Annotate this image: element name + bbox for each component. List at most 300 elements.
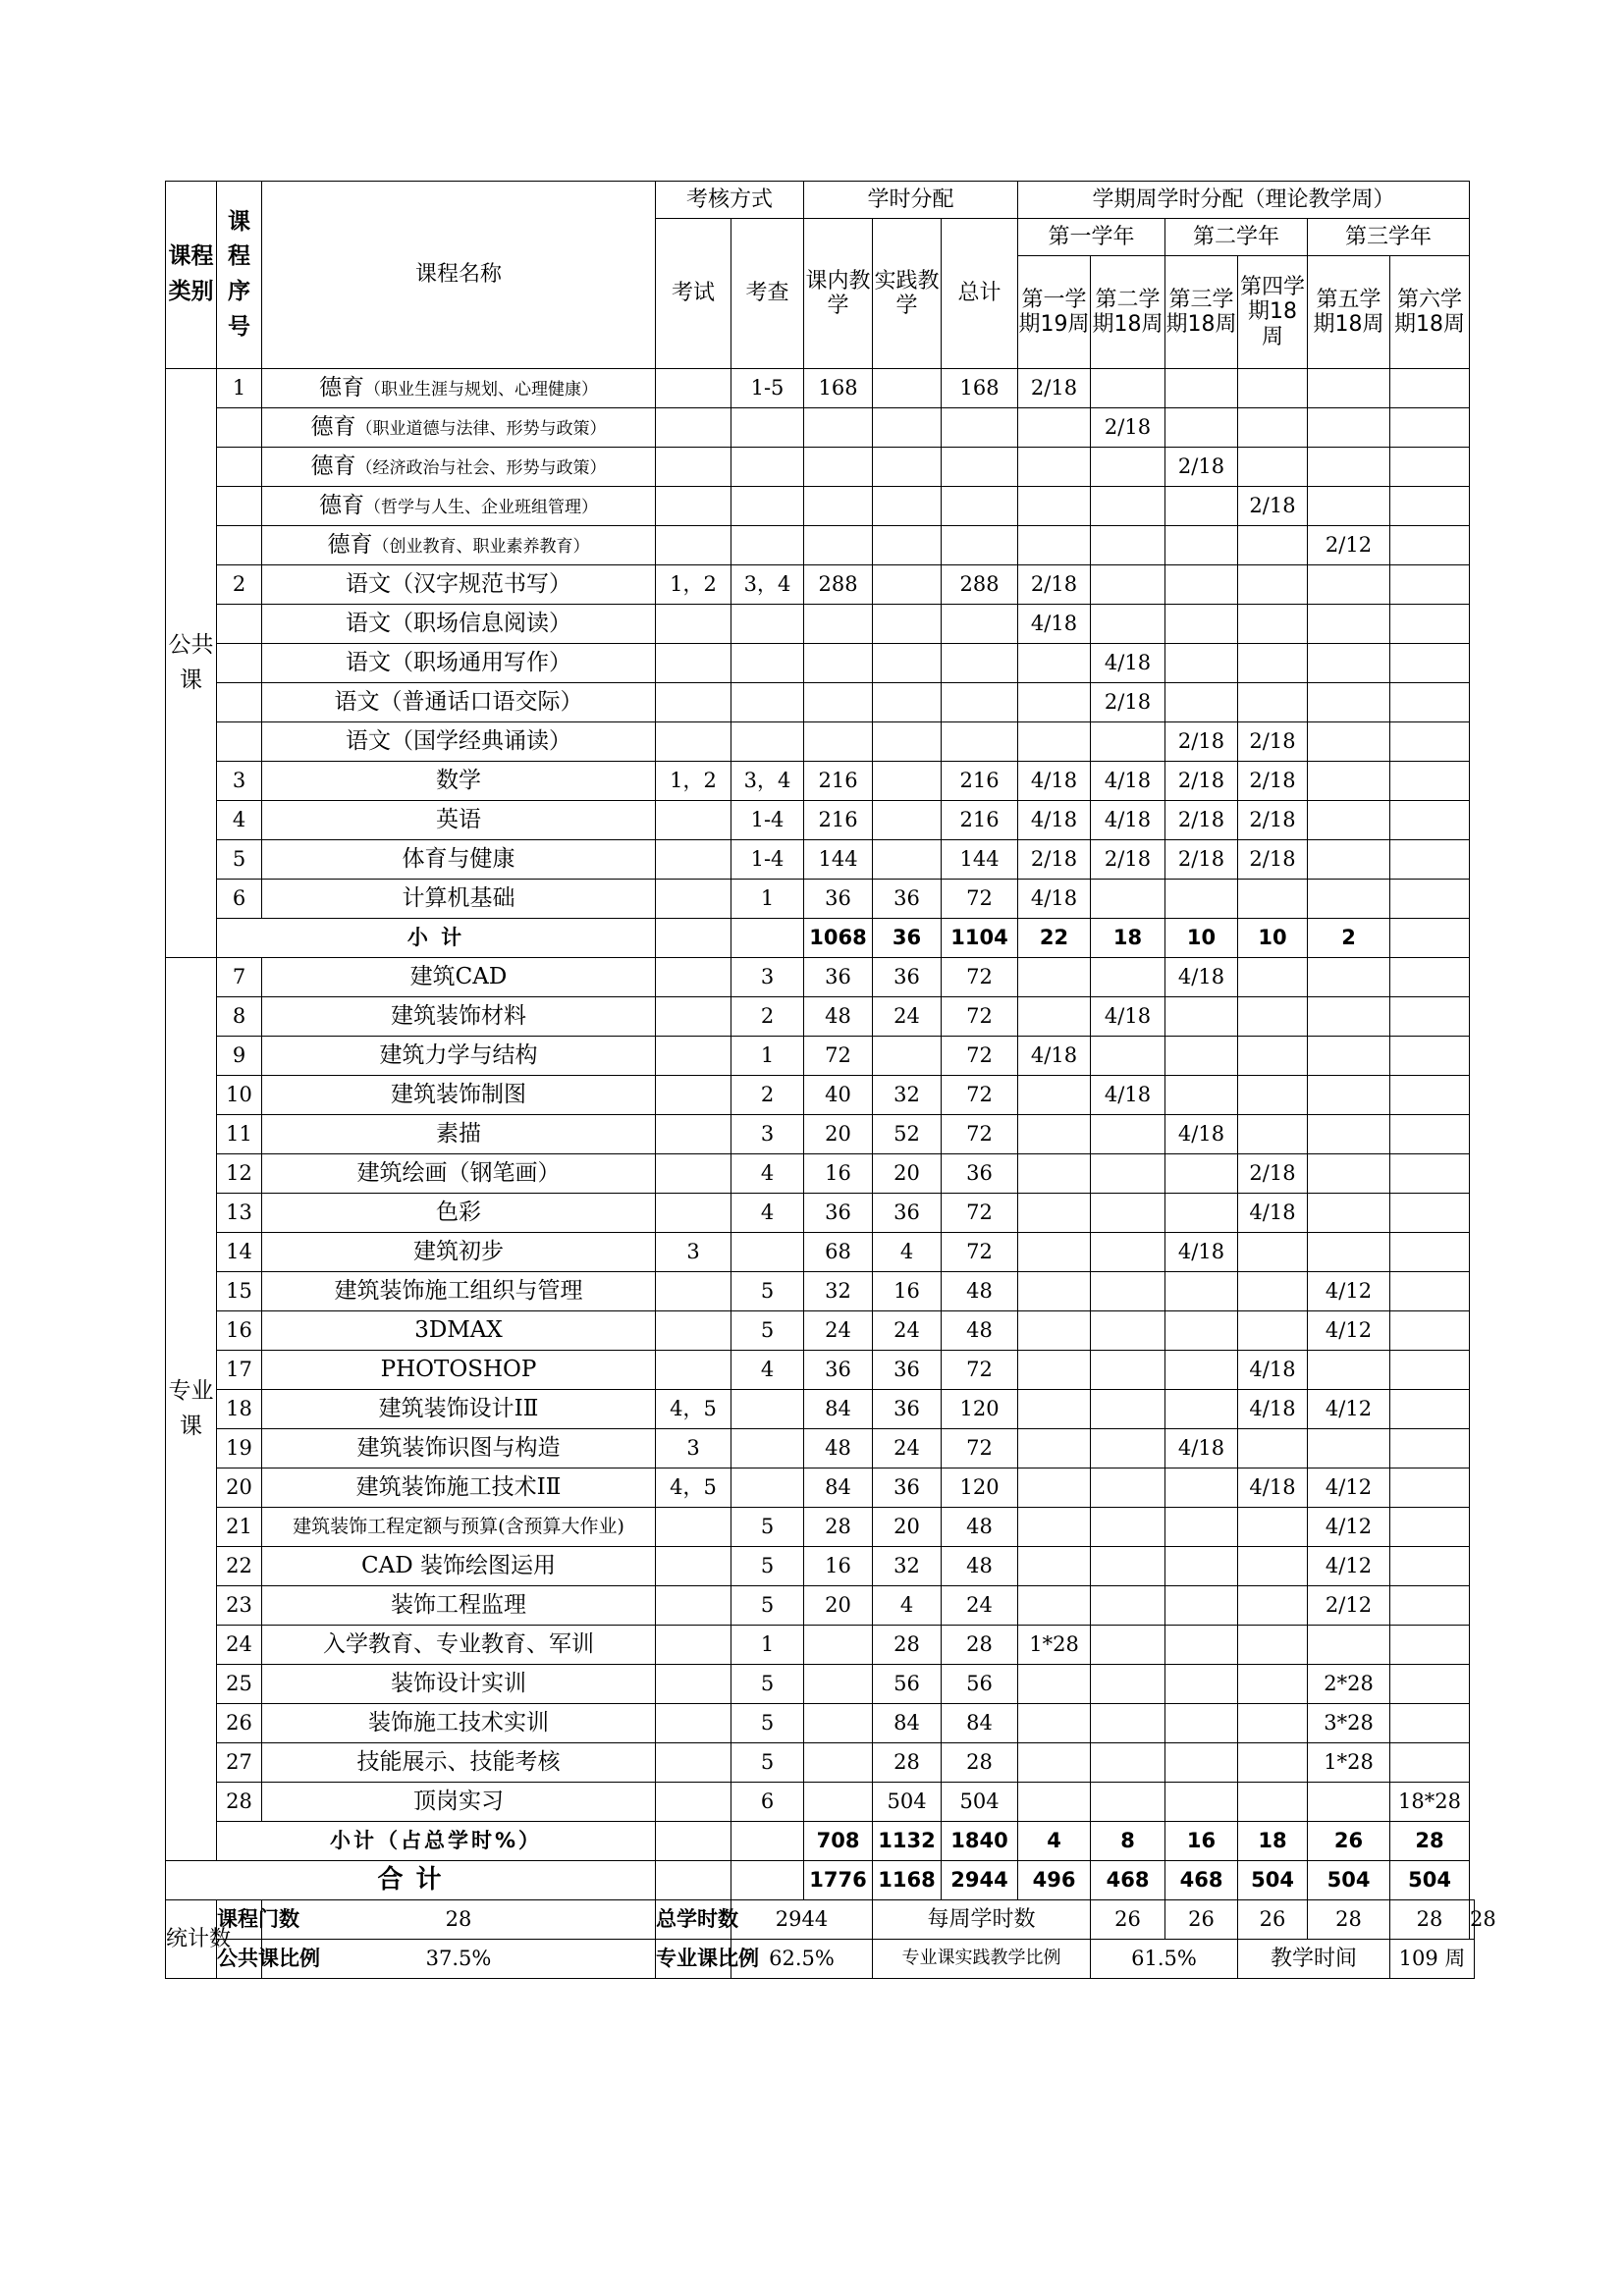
- term-5-cell: 2: [1308, 919, 1390, 958]
- table-row: [166, 1115, 1475, 1154]
- term-6-cell: [1390, 1037, 1470, 1076]
- course-name: 计算机基础: [262, 880, 656, 919]
- header-term-6: 第六学期18周: [1390, 256, 1470, 369]
- course-name: 语文（职场通用写作）: [262, 644, 656, 683]
- term-3-cell: [1165, 605, 1238, 644]
- term-2-cell: 2/18: [1091, 840, 1165, 880]
- term-6-cell: [1390, 1115, 1470, 1154]
- term-6-cell: [1390, 1547, 1470, 1586]
- course-seq: 21: [217, 1508, 262, 1547]
- practice-cell: [873, 487, 942, 526]
- course-name-main: 德育: [327, 532, 373, 559]
- term-3-cell: 2/18: [1165, 801, 1238, 840]
- practice-cell: [873, 644, 942, 683]
- term-6-cell: [1390, 1743, 1470, 1783]
- check-cell: 1-5: [731, 369, 804, 408]
- term-2-cell: 4/18: [1091, 644, 1165, 683]
- practice-cell: 36: [873, 1351, 942, 1390]
- term-2-cell: 18: [1091, 919, 1165, 958]
- course-name: [262, 369, 656, 408]
- total-cell: [942, 605, 1018, 644]
- in-class-cell: 144: [804, 840, 873, 880]
- course-name: PHOTOSHOP: [262, 1351, 656, 1390]
- course-seq: [217, 526, 262, 565]
- header-year-1: 第一学年: [1018, 219, 1165, 256]
- practice-cell: 28: [873, 1743, 942, 1783]
- term-5-cell: [1308, 448, 1390, 487]
- table-row: [166, 1586, 1475, 1626]
- pro-practice-label: 专业课实践教学比例: [873, 1940, 1091, 1979]
- term-5-cell: [1308, 408, 1390, 448]
- term-1-cell: 1*28: [1018, 1626, 1091, 1665]
- term-1-cell: 4/18: [1018, 801, 1091, 840]
- term-3-cell: [1165, 1743, 1238, 1783]
- practice-cell: 1132: [873, 1822, 942, 1861]
- teaching-plan-table: [165, 181, 1496, 1979]
- course-name: 语文（汉字规范书写）: [262, 565, 656, 605]
- term-6-cell: [1390, 801, 1470, 840]
- term-3-cell: 2/18: [1165, 762, 1238, 801]
- total-cell: 72: [942, 1233, 1018, 1272]
- total-cell: 504: [942, 1783, 1018, 1822]
- practice-cell: 20: [873, 1508, 942, 1547]
- course-name: 语文（职场信息阅读）: [262, 605, 656, 644]
- exam-cell: [656, 448, 731, 487]
- term-4-cell: [1238, 1272, 1308, 1311]
- public-ratio-label: 公共课比例: [217, 1940, 262, 1979]
- practice-cell: 16: [873, 1272, 942, 1311]
- course-name-main: 德育: [310, 454, 356, 480]
- check-cell: [731, 1822, 804, 1861]
- term-2-cell: [1091, 1115, 1165, 1154]
- term-5-cell: [1308, 1783, 1390, 1822]
- header-check: 考查: [731, 219, 804, 369]
- header-seq: 课程序号: [217, 182, 262, 369]
- exam-cell: [656, 958, 731, 997]
- term-6-cell: [1390, 1154, 1470, 1194]
- term-4-cell: 2/18: [1238, 801, 1308, 840]
- exam-cell: [656, 1704, 731, 1743]
- term-4-cell: 4/18: [1238, 1194, 1308, 1233]
- header-term-2: 第二学期18周: [1091, 256, 1165, 369]
- term-5-cell: [1308, 1115, 1390, 1154]
- term-5-cell: [1308, 605, 1390, 644]
- course-seq: 5: [217, 840, 262, 880]
- check-cell: 2: [731, 997, 804, 1037]
- subtotal-row: [166, 1822, 1475, 1861]
- exam-cell: 1，2: [656, 565, 731, 605]
- term-5-cell: 4/12: [1308, 1311, 1390, 1351]
- professional-category-label: 专业课: [166, 958, 217, 1861]
- term-4-cell: [1238, 1037, 1308, 1076]
- term-5-cell: 4/12: [1308, 1272, 1390, 1311]
- course-name: [262, 487, 656, 526]
- table-row: [166, 1665, 1475, 1704]
- term-4-cell: [1238, 1626, 1308, 1665]
- term-6-cell: [1390, 565, 1470, 605]
- term-3-cell: [1165, 1468, 1238, 1508]
- term-1-cell: [1018, 1783, 1091, 1822]
- total-cell: 84: [942, 1704, 1018, 1743]
- course-seq: 22: [217, 1547, 262, 1586]
- course-seq: [217, 408, 262, 448]
- term-3-cell: [1165, 1272, 1238, 1311]
- course-seq: [217, 644, 262, 683]
- in-class-cell: 28: [804, 1508, 873, 1547]
- practice-cell: 36: [873, 1194, 942, 1233]
- practice-cell: 32: [873, 1547, 942, 1586]
- term-6-cell: [1390, 1272, 1470, 1311]
- table-row: [166, 1390, 1475, 1429]
- pro-ratio-label: 专业课比例: [656, 1940, 731, 1979]
- check-cell: 4: [731, 1351, 804, 1390]
- term-3-cell: [1165, 1626, 1238, 1665]
- in-class-cell: 168: [804, 369, 873, 408]
- table-row: [166, 369, 1475, 408]
- header-total: 总计: [942, 219, 1018, 369]
- course-count-value: 28: [262, 1900, 656, 1940]
- exam-cell: [656, 997, 731, 1037]
- term-6-cell: [1390, 369, 1470, 408]
- table-row: [166, 1194, 1475, 1233]
- header-category: 课程类别: [166, 182, 217, 369]
- term-5-cell: 2*28: [1308, 1665, 1390, 1704]
- term-2-cell: [1091, 1704, 1165, 1743]
- term-4-cell: [1238, 448, 1308, 487]
- term-2-cell: [1091, 1547, 1165, 1586]
- term-3-cell: [1165, 369, 1238, 408]
- term-5-cell: 504: [1308, 1861, 1390, 1900]
- term-5-cell: [1308, 565, 1390, 605]
- table-row: [166, 1468, 1475, 1508]
- public-ratio-value: 37.5%: [262, 1940, 656, 1979]
- course-name: 体育与健康: [262, 840, 656, 880]
- exam-cell: [656, 1311, 731, 1351]
- course-seq: 11: [217, 1115, 262, 1154]
- total-cell: [942, 448, 1018, 487]
- term-5-cell: [1308, 1037, 1390, 1076]
- table-row: [166, 526, 1475, 565]
- total-cell: [942, 487, 1018, 526]
- practice-cell: 36: [873, 1390, 942, 1429]
- exam-cell: [656, 1822, 731, 1861]
- exam-cell: [656, 1547, 731, 1586]
- check-cell: 3，4: [731, 565, 804, 605]
- exam-cell: [656, 369, 731, 408]
- exam-cell: [656, 1351, 731, 1390]
- total-cell: [942, 526, 1018, 565]
- term-1-cell: 22: [1018, 919, 1091, 958]
- term-3-cell: 4/18: [1165, 1233, 1238, 1272]
- in-class-cell: [804, 408, 873, 448]
- course-name: 技能展示、技能考核: [262, 1743, 656, 1783]
- term-2-cell: 8: [1091, 1822, 1165, 1861]
- term-1-cell: [1018, 1508, 1091, 1547]
- in-class-cell: 288: [804, 565, 873, 605]
- term-2-cell: [1091, 1272, 1165, 1311]
- term-5-cell: [1308, 644, 1390, 683]
- practice-cell: [873, 526, 942, 565]
- term-6-cell: [1390, 880, 1470, 919]
- course-seq: 1: [217, 369, 262, 408]
- in-class-cell: 72: [804, 1037, 873, 1076]
- weekly-hours-label: 每周学时数: [873, 1900, 1091, 1940]
- practice-cell: 36: [873, 958, 942, 997]
- term-1-cell: 2/18: [1018, 840, 1091, 880]
- practice-cell: 24: [873, 1311, 942, 1351]
- term-4-cell: [1238, 1508, 1308, 1547]
- exam-cell: [656, 1154, 731, 1194]
- in-class-cell: 1776: [804, 1861, 873, 1900]
- table-row: [166, 997, 1475, 1037]
- term-1-cell: [1018, 1351, 1091, 1390]
- term-1-cell: [1018, 408, 1091, 448]
- term-1-cell: [1018, 1704, 1091, 1743]
- term-2-cell: 468: [1091, 1861, 1165, 1900]
- check-cell: [731, 408, 804, 448]
- term-3-cell: [1165, 1508, 1238, 1547]
- course-name-main: 德育: [319, 375, 364, 401]
- table-row: [166, 1233, 1475, 1272]
- practice-cell: 20: [873, 1154, 942, 1194]
- term-4-cell: [1238, 1233, 1308, 1272]
- weekly-hours-term-4: 28: [1308, 1900, 1390, 1940]
- grand-total-label: 合 计: [166, 1861, 656, 1900]
- term-6-cell: 504: [1390, 1861, 1470, 1900]
- term-5-cell: [1308, 1076, 1390, 1115]
- term-6-cell: [1390, 1233, 1470, 1272]
- in-class-cell: [804, 605, 873, 644]
- stats-row: [166, 1940, 1475, 1979]
- term-4-cell: [1238, 1783, 1308, 1822]
- term-2-cell: [1091, 1037, 1165, 1076]
- practice-cell: [873, 722, 942, 762]
- in-class-cell: 36: [804, 880, 873, 919]
- total-cell: 168: [942, 369, 1018, 408]
- table-row: [166, 1783, 1475, 1822]
- term-3-cell: [1165, 1154, 1238, 1194]
- term-4-cell: [1238, 1665, 1308, 1704]
- in-class-cell: 216: [804, 801, 873, 840]
- term-2-cell: [1091, 1586, 1165, 1626]
- in-class-cell: 48: [804, 997, 873, 1037]
- term-5-cell: [1308, 1429, 1390, 1468]
- practice-cell: 28: [873, 1626, 942, 1665]
- in-class-cell: 16: [804, 1547, 873, 1586]
- course-name: [262, 408, 656, 448]
- course-name-main: 德育: [319, 493, 364, 519]
- total-cell: [942, 644, 1018, 683]
- total-cell: 120: [942, 1390, 1018, 1429]
- term-6-cell: [1390, 1665, 1470, 1704]
- exam-cell: 3: [656, 1233, 731, 1272]
- term-4-cell: 2/18: [1238, 762, 1308, 801]
- term-5-cell: [1308, 1626, 1390, 1665]
- total-cell: 36: [942, 1154, 1018, 1194]
- term-4-cell: [1238, 1115, 1308, 1154]
- total-cell: 1840: [942, 1822, 1018, 1861]
- total-cell: 144: [942, 840, 1018, 880]
- course-name: 建筑装饰施工组织与管理: [262, 1272, 656, 1311]
- table-row: [166, 1037, 1475, 1076]
- course-name: 建筑装饰识图与构造: [262, 1429, 656, 1468]
- table-row: [166, 605, 1475, 644]
- term-1-cell: [1018, 644, 1091, 683]
- course-name-note: （经济政治与社会、形势与政策）: [355, 458, 607, 479]
- term-3-cell: [1165, 1704, 1238, 1743]
- term-3-cell: [1165, 408, 1238, 448]
- table-row: [166, 1351, 1475, 1390]
- term-2-cell: [1091, 1468, 1165, 1508]
- stats-row: [166, 1900, 1475, 1940]
- term-5-cell: [1308, 1233, 1390, 1272]
- header-year-2: 第二学年: [1165, 219, 1308, 256]
- in-class-cell: 40: [804, 1076, 873, 1115]
- term-3-cell: [1165, 1311, 1238, 1351]
- table-row: [166, 408, 1475, 448]
- term-5-cell: 1*28: [1308, 1743, 1390, 1783]
- term-6-cell: [1390, 840, 1470, 880]
- term-3-cell: 10: [1165, 919, 1238, 958]
- total-cell: 72: [942, 1429, 1018, 1468]
- exam-cell: [656, 1783, 731, 1822]
- table-row: [166, 448, 1475, 487]
- check-cell: [731, 487, 804, 526]
- term-1-cell: [1018, 1390, 1091, 1429]
- term-6-cell: [1390, 1194, 1470, 1233]
- term-3-cell: [1165, 1076, 1238, 1115]
- term-2-cell: 2/18: [1091, 683, 1165, 722]
- term-2-cell: [1091, 880, 1165, 919]
- practice-cell: 84: [873, 1704, 942, 1743]
- term-6-cell: [1390, 919, 1470, 958]
- course-name: 建筑装饰制图: [262, 1076, 656, 1115]
- exam-cell: [656, 722, 731, 762]
- total-cell: 28: [942, 1743, 1018, 1783]
- term-4-cell: 2/18: [1238, 840, 1308, 880]
- term-2-cell: [1091, 1743, 1165, 1783]
- term-4-cell: [1238, 958, 1308, 997]
- term-4-cell: [1238, 1429, 1308, 1468]
- term-2-cell: 4/18: [1091, 801, 1165, 840]
- course-name: 建筑装饰设计ⅠⅡ: [262, 1390, 656, 1429]
- practice-cell: [873, 408, 942, 448]
- header-year-3: 第三学年: [1308, 219, 1470, 256]
- term-6-cell: [1390, 1311, 1470, 1351]
- in-class-cell: 48: [804, 1429, 873, 1468]
- total-cell: 72: [942, 1037, 1018, 1076]
- check-cell: [731, 644, 804, 683]
- term-2-cell: [1091, 448, 1165, 487]
- term-5-cell: [1308, 1194, 1390, 1233]
- practice-cell: 24: [873, 997, 942, 1037]
- table-row: [166, 1429, 1475, 1468]
- course-seq: 24: [217, 1626, 262, 1665]
- term-4-cell: 504: [1238, 1861, 1308, 1900]
- term-1-cell: [1018, 1429, 1091, 1468]
- exam-cell: [656, 1586, 731, 1626]
- check-cell: [731, 605, 804, 644]
- table-row: [166, 565, 1475, 605]
- table-row: [166, 1311, 1475, 1351]
- term-2-cell: [1091, 1626, 1165, 1665]
- practice-cell: 32: [873, 1076, 942, 1115]
- term-6-cell: [1390, 605, 1470, 644]
- course-name-note: （哲学与人生、企业班组管理）: [364, 498, 598, 518]
- term-6-cell: [1390, 1076, 1470, 1115]
- check-cell: 3: [731, 1115, 804, 1154]
- term-2-cell: [1091, 1390, 1165, 1429]
- practice-cell: [873, 565, 942, 605]
- term-5-cell: [1308, 487, 1390, 526]
- course-name: 装饰施工技术实训: [262, 1704, 656, 1743]
- total-cell: 72: [942, 1076, 1018, 1115]
- term-1-cell: [1018, 1194, 1091, 1233]
- term-6-cell: 18*28: [1390, 1783, 1470, 1822]
- table-row: [166, 958, 1475, 997]
- term-4-cell: [1238, 1743, 1308, 1783]
- term-1-cell: [1018, 1468, 1091, 1508]
- header-exam: 考试: [656, 219, 731, 369]
- check-cell: [731, 1429, 804, 1468]
- term-4-cell: 2/18: [1238, 487, 1308, 526]
- in-class-cell: [804, 1783, 873, 1822]
- term-2-cell: 4/18: [1091, 1076, 1165, 1115]
- exam-cell: [656, 1037, 731, 1076]
- term-3-cell: 2/18: [1165, 840, 1238, 880]
- term-1-cell: 4/18: [1018, 1037, 1091, 1076]
- course-name: 建筑装饰施工技术ⅠⅡ: [262, 1468, 656, 1508]
- course-name-note: （职业道德与法律、形势与政策）: [355, 419, 607, 440]
- in-class-cell: 24: [804, 1311, 873, 1351]
- table-row: [166, 840, 1475, 880]
- term-5-cell: 2/12: [1308, 526, 1390, 565]
- term-3-cell: [1165, 997, 1238, 1037]
- check-cell: [731, 722, 804, 762]
- term-2-cell: [1091, 565, 1165, 605]
- in-class-cell: [804, 722, 873, 762]
- table-row: [166, 1704, 1475, 1743]
- course-name: 装饰设计实训: [262, 1665, 656, 1704]
- practice-cell: [873, 762, 942, 801]
- course-seq: 7: [217, 958, 262, 997]
- term-6-cell: [1390, 448, 1470, 487]
- in-class-cell: [804, 644, 873, 683]
- exam-cell: [656, 644, 731, 683]
- term-3-cell: [1165, 1547, 1238, 1586]
- check-cell: 2: [731, 1076, 804, 1115]
- term-1-cell: [1018, 683, 1091, 722]
- course-name: 建筑绘画（钢笔画）: [262, 1154, 656, 1194]
- in-class-cell: 36: [804, 1351, 873, 1390]
- term-2-cell: [1091, 1154, 1165, 1194]
- term-6-cell: [1390, 997, 1470, 1037]
- total-cell: 2944: [942, 1861, 1018, 1900]
- header-term-4: 第四学期18周: [1238, 256, 1308, 369]
- term-3-cell: [1165, 487, 1238, 526]
- course-name: 建筑力学与结构: [262, 1037, 656, 1076]
- term-1-cell: [1018, 487, 1091, 526]
- term-5-cell: [1308, 369, 1390, 408]
- term-3-cell: 4/18: [1165, 1429, 1238, 1468]
- term-2-cell: [1091, 722, 1165, 762]
- term-6-cell: [1390, 1626, 1470, 1665]
- in-class-cell: 20: [804, 1586, 873, 1626]
- weekly-hours-term-3: 26: [1238, 1900, 1308, 1940]
- course-name: 色彩: [262, 1194, 656, 1233]
- check-cell: [731, 1468, 804, 1508]
- in-class-cell: [804, 1743, 873, 1783]
